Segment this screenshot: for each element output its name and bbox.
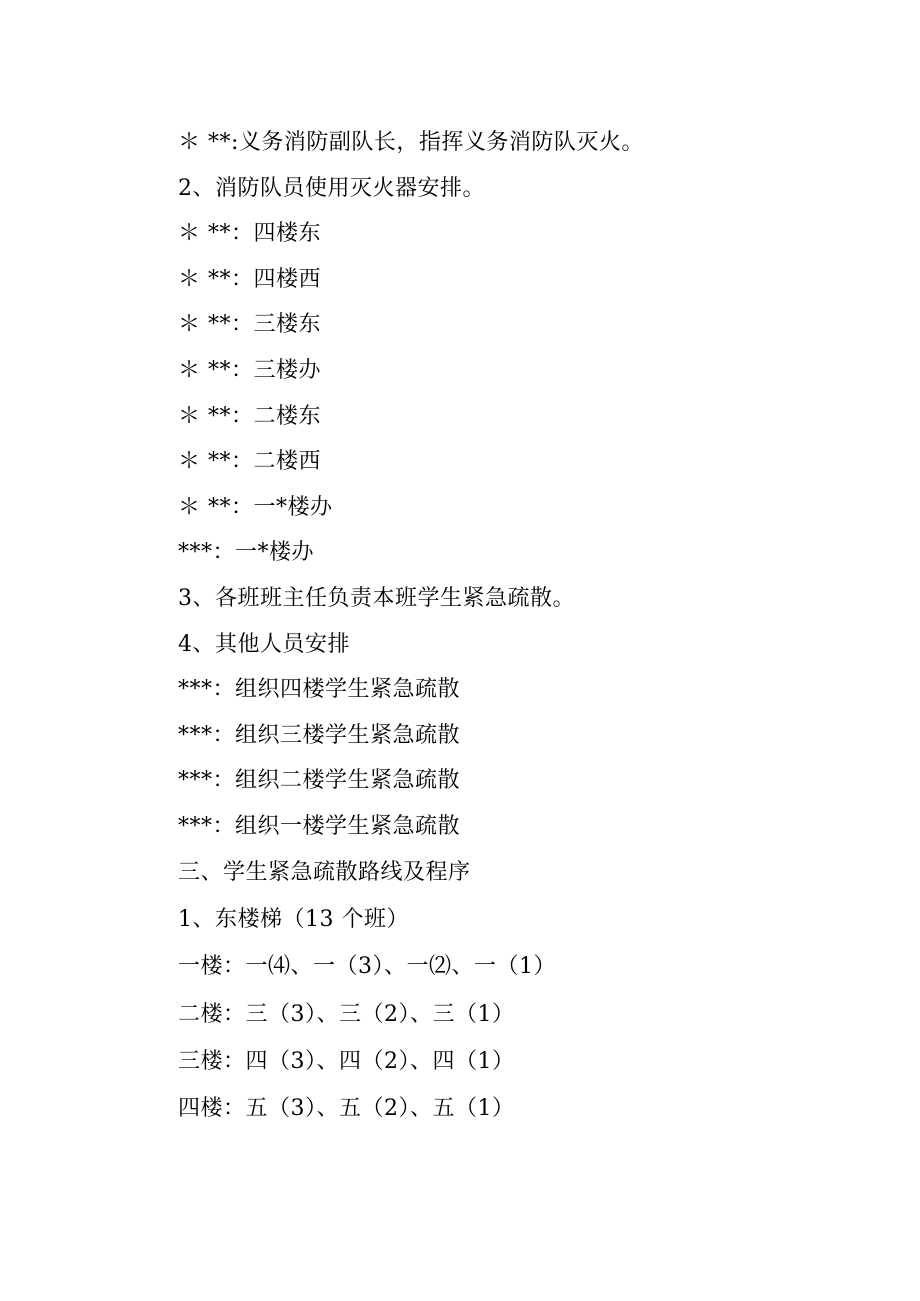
text-line-extinguisher-3f-office: ＊ **：三楼办: [178, 357, 321, 383]
text-line-extinguisher-1f-office-b: ***：一*楼办: [178, 540, 315, 566]
text-line-section-3: 3、各班班主任负责本班学生紧急疏散。: [178, 585, 575, 611]
text-line-floor-3: 三楼：四（3）、四（2）、四（1）: [178, 1049, 515, 1075]
text-line-section-4: 4、其他人员安排: [178, 631, 350, 657]
text-line-extinguisher-4f-east: ＊ **：四楼东: [178, 221, 321, 247]
text-line-evacuate-4f: ***：组织四楼学生紧急疏散: [178, 677, 461, 703]
text-line-evacuate-1f: ***：组织一楼学生紧急疏散: [178, 813, 461, 839]
text-line-vice-captain: ＊ **:义务消防副队长，指挥义务消防队灭火。: [178, 130, 644, 155]
text-line-extinguisher-2f-west: ＊ **：二楼西: [178, 449, 321, 475]
text-line-extinguisher-2f-east: ＊ **：二楼东: [178, 403, 321, 429]
text-line-evacuate-3f: ***：组织三楼学生紧急疏散: [178, 722, 461, 748]
text-line-extinguisher-4f-west: ＊ **：四楼西: [178, 266, 321, 292]
text-line-floor-4: 四楼：五（3）、五（2）、五（1）: [178, 1096, 515, 1122]
text-line-floor-2: 二楼：三（3）、三（2）、三（1）: [178, 1001, 515, 1027]
document-body: [178, 128, 878, 1124]
text-line-extinguisher-1f-office-a: ＊ **：一*楼办: [178, 494, 333, 520]
text-line-section-2: 2、消防队员使用灭火器安排。: [178, 175, 485, 201]
text-line-floor-1: 一楼：一⑷、一（3）、一⑵、一（1）: [178, 954, 556, 980]
text-line-extinguisher-3f-east: ＊ **：三楼东: [178, 312, 321, 338]
text-line-evacuate-2f: ***：组织二楼学生紧急疏散: [178, 768, 461, 794]
section-heading-evacuation-route: 三、学生紧急疏散路线及程序: [178, 859, 471, 885]
text-line-east-stairs: 1、东楼梯（13 个班）: [178, 906, 409, 932]
